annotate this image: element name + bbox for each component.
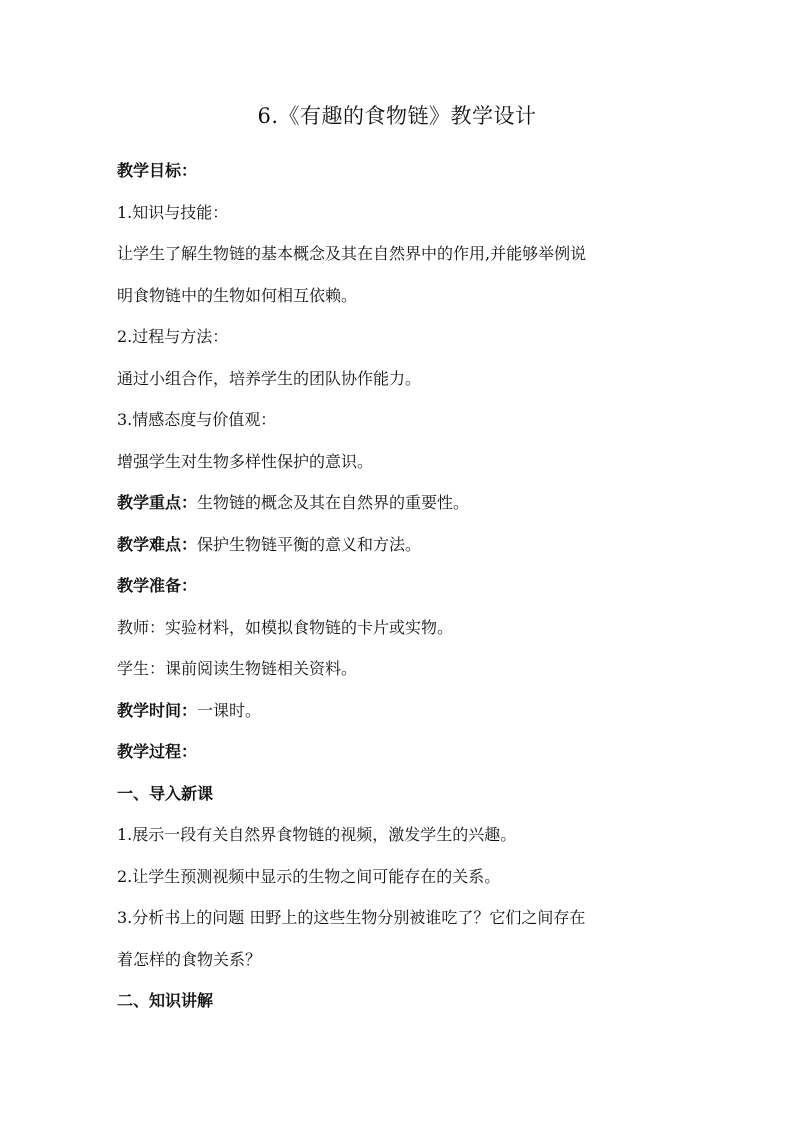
objective3-label: 3.情感态度与价值观： — [117, 410, 277, 429]
step1: 1.展示一段有关自然界食物链的视频，激发学生的兴趣。 — [117, 825, 517, 844]
step2: 2.让学生预测视频中显示的生物之间可能存在的关系。 — [117, 866, 501, 886]
student-prep: 学生：课前阅读生物链相关资料。 — [117, 659, 358, 678]
step3-line2: 着怎样的食物关系？ — [117, 949, 262, 969]
objectives-heading: 教学目标： — [117, 161, 198, 180]
difficulties-text: 保护生物链平衡的意义和方法。 — [197, 534, 422, 554]
key-points-line — [117, 482, 697, 524]
time-label: 教学时间： — [117, 700, 198, 720]
section2-heading: 二、知识讲解 — [117, 991, 214, 1010]
step3-line1: 3.分析书上的问题 田野上的这些生物分别被谁吃了？它们之间存在 — [117, 908, 586, 927]
document-title: 6.《有趣的食物链》教学设计 — [257, 104, 537, 128]
section1-heading: 一、导入新课 — [117, 783, 214, 803]
objective3-text: 增强学生对生物多样性保护的意识。 — [117, 451, 374, 471]
document-body — [117, 150, 697, 1022]
key-points-label: 教学重点： — [117, 493, 198, 512]
difficulties-label: 教学难点： — [117, 534, 198, 554]
teacher-prep: 教师：实验材料，如模拟食物链的卡片或实物。 — [117, 617, 454, 637]
objective2-label: 2.过程与方法： — [117, 327, 229, 346]
time-text: 一课时。 — [197, 700, 262, 720]
objective1-text-line1: 让学生了解生物链的基本概念及其在自然界中的作用,并能够举例说 — [117, 244, 587, 263]
difficulties-line — [117, 524, 697, 566]
objective2-text: 通过小组合作，培养学生的团队协作能力。 — [117, 368, 422, 388]
objective1-label: 1.知识与技能： — [117, 202, 229, 222]
preparation-heading: 教学准备： — [117, 576, 198, 595]
process-heading: 教学过程： — [117, 742, 198, 761]
key-points-text: 生物链的概念及其在自然界的重要性。 — [197, 493, 470, 512]
time-line — [117, 690, 697, 732]
objective1-text-line2: 明食物链中的生物如何相互依赖。 — [117, 285, 358, 305]
